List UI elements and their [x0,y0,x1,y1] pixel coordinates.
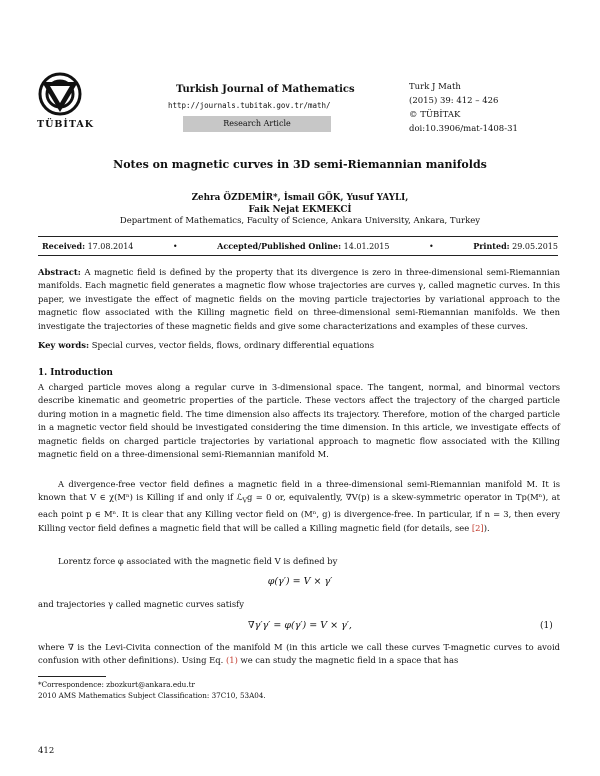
accepted-value: 14.01.2015 [343,242,390,251]
author-list [0,192,600,216]
footnote-msc: 2010 AMS Mathematics Subject Classification: 37C10, 53A04. [38,691,266,700]
bullet-separator: • [428,241,434,251]
journal-url[interactable]: http://journals.tubitak.gov.tr/math/ [168,101,331,110]
intro-paragraph-2 [38,478,560,535]
affiliation: Department of Mathematics, Faculty of Science, Ankara University, Ankara, Turkey [119,216,481,226]
intro-paragraph-3: Lorentz force φ associated with the magnetic field V is defined by [58,556,338,566]
intro-paragraph-1: A charged particle moves along a regular curve in 3-dimensional space. The tangent, normal, and binormal vectors describe kinematic and geometric properties of the particle. These vectors affect the trajectory of the charged particle during motion in a magnetic field. The time dimension also affects its trajectory. Therefore, motion of the charged particle in a magnetic vector field should be investigated considering the time dimension. In this article, we investigate effects of magnetic fields on charged particle trajectories by variational approach to magnetic flow associated with the Killing magnetic field on a three-dimensional semi-Riemannian manifold M. [38,382,560,460]
accepted-label: Accepted/Published Online: [217,241,342,251]
received-value: 17.08.2014 [87,242,134,251]
equation-lorentz: φ(γ′) = V × γ′ [267,576,333,587]
printed-value: 29.05.2015 [512,242,558,251]
printed-date [473,241,558,251]
doi[interactable]: doi:10.3906/mat-1408-31 [409,124,518,134]
journal-abbrev: Turk J Math [409,82,461,92]
keywords [38,339,560,352]
dates-top-rule [38,236,558,237]
printed-label: Printed: [473,241,510,251]
keywords-label: Key words: [38,340,90,350]
equation-1: ∇γ′γ′ = φ(γ′) = V × γ′, [248,620,352,631]
p2-text-c: ). [483,522,490,533]
paper-title: Notes on magnetic curves in 3D semi-Riemannian manifolds [113,158,487,171]
citation-info [409,80,518,136]
page-number: 412 [38,746,55,756]
intro-paragraph-4: and trajectories γ called magnetic curves satisfy [38,599,244,609]
keywords-text: Special curves, vector fields, flows, ordinary differential equations [91,340,375,350]
equation-1-number: (1) [540,621,553,631]
abstract-label: Abstract: [38,267,81,277]
dates-bottom-rule [38,255,558,256]
publisher-name: TÜBİTAK [37,119,95,130]
p2-text-b: g = 0 or, equivalently, ∇V(p) is a skew-symmetric operator in Tp(Mⁿ), at each point p ∈ Mⁿ. It is clear that any Killing vector field on (Mⁿ, g) is divergence-free. In particular, if n = 3, then every Killing vector field defines a magnetic field that will be called a Killing magnetic field (for details, see [38,492,560,533]
authors-line-2: Faik Nejat EKMEKCİ [248,205,352,215]
received-date [42,241,133,251]
accepted-date [217,241,389,251]
p5-text-a: where ∇ is the Levi-Civita connection of the manifold M (in this article we call these curves T-magnetic curves to avoid confusion with other definitions). Using Eq. [38,642,560,666]
copyright: © TÜBİTAK [409,110,461,120]
equation-ref-link[interactable]: (1) [225,655,238,666]
footnote-rule [38,676,106,677]
tubitak-logo [38,72,82,116]
section-heading: 1. Introduction [38,368,113,378]
p2-text-a: A divergence-free vector field defines a magnetic field in a three-dimensional semi-Riemannian manifold M. It is known that V ∈ χ(Mⁿ) is Killing if and only if ℒ [38,479,560,503]
dates-row [42,241,558,251]
volume-pages: (2015) 39: 412 – 426 [409,96,499,106]
footnote-correspondence: *Correspondence: zbozkurt@ankara.edu.tr [38,680,195,689]
journal-title: Turkish Journal of Mathematics [176,84,355,95]
authors-line-1: Zehra ÖZDEMİR*, İsmail GÖK, Yusuf YAYLI, [191,193,409,203]
abstract-text: A magnetic field is defined by the property that its divergence is zero in three-dimensional semi-Riemannian manifolds. Each magnetic field generates a magnetic flow whose trajectories are curves γ, called magnetic curves. In this paper, we investigate the effect of magnetic fields on the moving particle trajectories by variational approach to the magnetic flow associated with the Killing magnetic field on three-dimensional semi-Riemannian manifolds. We then investigate the trajectories of these magnetic fields and give some characterizations and examples of these curves. [38,267,560,331]
p5-text-b: we can study the magnetic field in a space that has [237,655,459,666]
citation-link[interactable]: [2] [471,522,484,533]
abstract [38,266,560,333]
intro-paragraph-5 [38,641,560,668]
p2-subscript: V [242,498,247,506]
bullet-separator: • [172,241,178,251]
article-type-badge: Research Article [183,116,331,132]
received-label: Received: [42,241,86,251]
